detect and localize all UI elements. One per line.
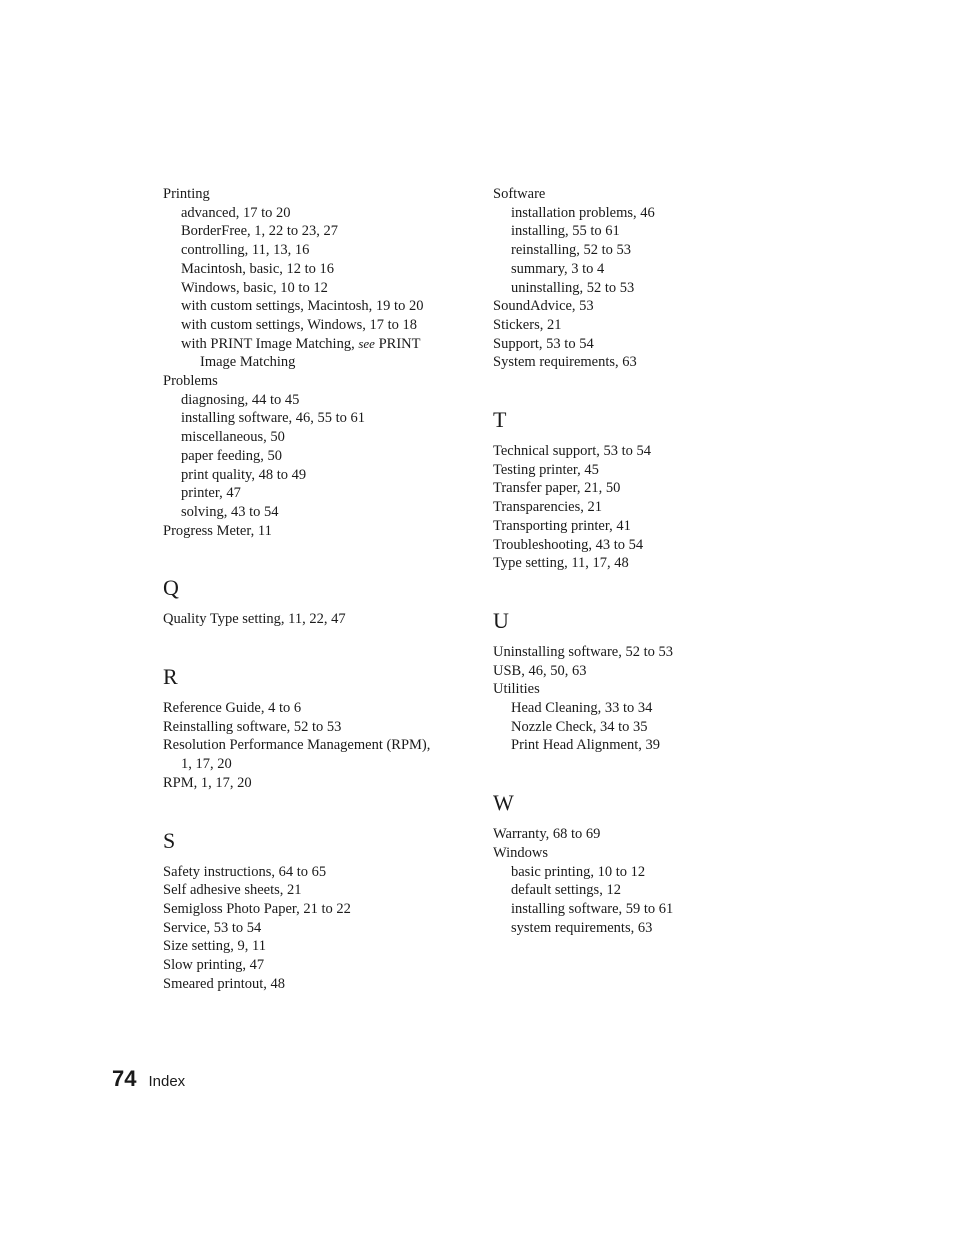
index-entry: Software bbox=[493, 186, 546, 202]
index-subentry: controlling, 11, 13, 16 bbox=[181, 242, 310, 259]
index-subentry: diagnosing, 44 to 45 bbox=[181, 391, 300, 408]
index-continuation: 1, 17, 20 bbox=[181, 756, 232, 773]
index-subentry-pim bbox=[163, 335, 463, 354]
index-entry: Transfer paper, 21, 50 bbox=[493, 480, 621, 497]
index-entry: Technical support, 53 to 54 bbox=[493, 443, 652, 460]
index-subentry: Nozzle Check, 34 to 35 bbox=[511, 718, 648, 735]
index-entry: RPM, 1, 17, 20 bbox=[163, 774, 252, 791]
index-entry: Reference Guide, 4 to 6 bbox=[163, 700, 302, 717]
index-subentry: system requirements, 63 bbox=[511, 919, 653, 936]
index-entry: Slow printing, 47 bbox=[163, 957, 265, 974]
index-subentry: default settings, 12 bbox=[511, 882, 621, 899]
index-continuation: Image Matching bbox=[200, 354, 296, 371]
index-entry: Smeared printout, 48 bbox=[163, 975, 286, 992]
index-subentry: installing software, 59 to 61 bbox=[511, 900, 674, 917]
index-subentry: installation problems, 46 bbox=[511, 204, 655, 221]
index-subentry: reinstalling, 52 to 53 bbox=[511, 242, 632, 259]
index-entry: SoundAdvice, 53 bbox=[493, 298, 594, 315]
index-subentry: with custom settings, Windows, 17 to 18 bbox=[181, 316, 417, 333]
index-subentry: with custom settings, Macintosh, 19 to 20 bbox=[181, 298, 424, 315]
index-entry: Transparencies, 21 bbox=[493, 499, 602, 516]
section-letter-u: U bbox=[493, 607, 509, 633]
index-subentry: printer, 47 bbox=[181, 485, 241, 502]
index-column-left bbox=[163, 185, 463, 994]
section-letter-r: R bbox=[163, 664, 178, 690]
index-entry: Utilities bbox=[493, 681, 540, 698]
index-subentry: BorderFree, 1, 22 to 23, 27 bbox=[181, 223, 339, 240]
index-entry: Reinstalling software, 52 to 53 bbox=[163, 718, 342, 735]
section-letter-s: S bbox=[163, 827, 176, 853]
index-entry: Testing printer, 45 bbox=[493, 461, 599, 478]
index-entry: Uninstalling software, 52 to 53 bbox=[493, 643, 674, 660]
index-entry: Type setting, 11, 17, 48 bbox=[493, 555, 629, 572]
index-subentry: Head Cleaning, 33 to 34 bbox=[511, 700, 653, 717]
index-subentry: miscellaneous, 50 bbox=[181, 429, 285, 446]
index-subentry: summary, 3 to 4 bbox=[511, 260, 605, 277]
page-footer bbox=[112, 1066, 185, 1092]
index-subentry: print quality, 48 to 49 bbox=[181, 466, 307, 483]
section-letter-w: W bbox=[493, 790, 514, 816]
pim-prefix: with PRINT Image Matching, bbox=[181, 335, 359, 352]
index-subentry: Windows, basic, 10 to 12 bbox=[181, 279, 328, 296]
index-subentry: paper feeding, 50 bbox=[181, 447, 283, 464]
section-letter-t: T bbox=[493, 407, 507, 433]
index-entry: Windows bbox=[493, 844, 548, 861]
index-entry: Problems bbox=[163, 373, 218, 390]
index-entry: Safety instructions, 64 to 65 bbox=[163, 863, 327, 880]
index-entry: Service, 53 to 54 bbox=[163, 919, 262, 936]
index-entry: Troubleshooting, 43 to 54 bbox=[493, 536, 644, 553]
pim-suffix: PRINT bbox=[374, 335, 421, 352]
index-entry: Printing bbox=[163, 186, 210, 202]
index-subentry: advanced, 17 to 20 bbox=[181, 204, 291, 221]
index-entry: Support, 53 to 54 bbox=[493, 335, 594, 352]
index-subentry: basic printing, 10 to 12 bbox=[511, 863, 646, 880]
index-subentry: solving, 43 to 54 bbox=[181, 503, 279, 520]
index-entry: Semigloss Photo Paper, 21 to 22 bbox=[163, 900, 351, 917]
index-entry: Size setting, 9, 11 bbox=[163, 938, 266, 955]
index-entry: USB, 46, 50, 63 bbox=[493, 662, 587, 679]
index-subentry: uninstalling, 52 to 53 bbox=[511, 279, 635, 296]
index-subentry: installing software, 46, 55 to 61 bbox=[181, 410, 366, 427]
index-entry: Resolution Performance Management (RPM), bbox=[163, 737, 431, 754]
page-number: 74 bbox=[112, 1066, 137, 1091]
index-entry: System requirements, 63 bbox=[493, 354, 637, 371]
footer-section-label: Index bbox=[148, 1073, 186, 1090]
index-entry: Stickers, 21 bbox=[493, 316, 562, 333]
index-entry: Warranty, 68 to 69 bbox=[493, 826, 601, 843]
index-subentry: Macintosh, basic, 12 to 16 bbox=[181, 260, 335, 277]
index-subentry: installing, 55 to 61 bbox=[511, 223, 620, 240]
index-subentry: Print Head Alignment, 39 bbox=[511, 737, 661, 754]
index-entry: Self adhesive sheets, 21 bbox=[163, 882, 302, 899]
see-reference: see bbox=[358, 335, 375, 351]
index-entry: Transporting printer, 41 bbox=[493, 517, 631, 534]
index-entry: Quality Type setting, 11, 22, 47 bbox=[163, 611, 346, 628]
section-letter-q: Q bbox=[163, 575, 179, 601]
index-entry: Progress Meter, 11 bbox=[163, 522, 272, 539]
index-column-right bbox=[493, 185, 793, 937]
